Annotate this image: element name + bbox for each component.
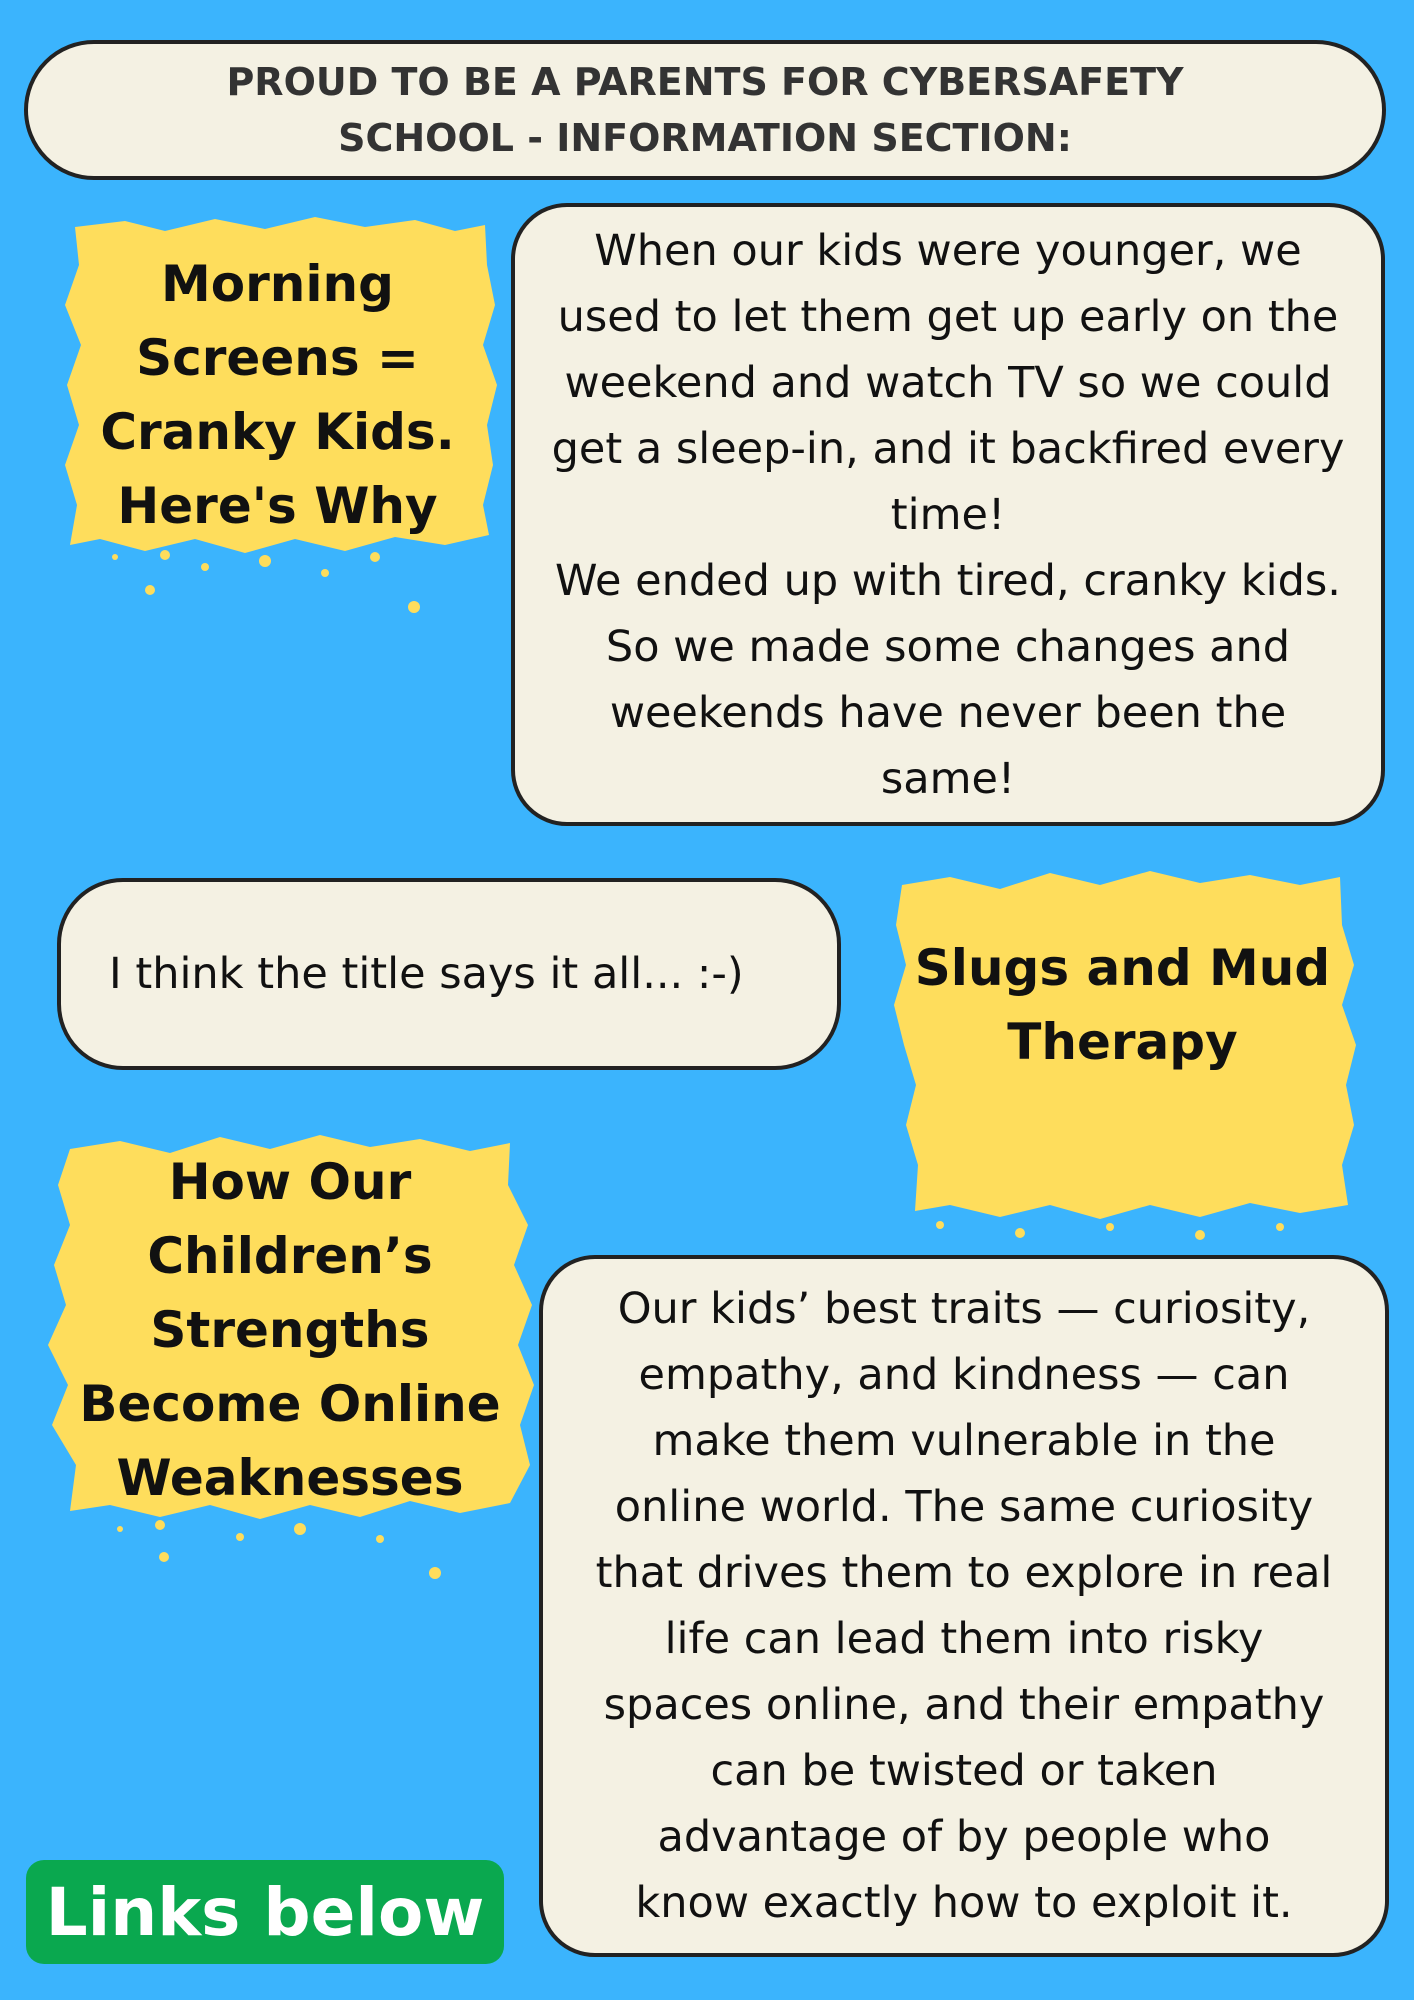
header-line-1: PROUD TO BE A PARENTS FOR CYBERSAFETY [226,60,1184,104]
item-description-box [539,1255,1389,1957]
item-description-box [511,203,1385,826]
item-description: I think the title says it all... :-) [109,949,744,999]
header-banner [24,40,1386,180]
strengths-title-splash [40,1125,540,1585]
slugs-title-splash [880,855,1365,1245]
links-below-button[interactable]: Links below [26,1860,504,1964]
morning-screens-title-splash [55,205,500,585]
item-title: Slugs and Mud Therapy [914,939,1331,1071]
item-title: How Our Children’s Strengths Become Online Weaknesses [79,1153,501,1507]
header-line-2: SCHOOL - INFORMATION SECTION: [338,116,1072,160]
item-title: Morning Screens = Cranky Kids. Here's Why [100,255,455,535]
item-description: When our kids were younger, we used to let them get up early on the weekend and watch TV so we could get a sleep-in, and it backfired every time! We ended up with tired, cranky kids. So we made some changes and weekends have never been the same! [551,225,1345,804]
item-description: Our kids’ best traits — curiosity, empathy, and kindness — can make them vulnerable in the online world. The same curiosity that drives them to explore in real life can lead them into risky spaces online, and their empathy can be twisted or taken advantage of by people who know exactly how to exploit it. [595,1284,1333,1928]
item-description-box [57,878,841,1070]
